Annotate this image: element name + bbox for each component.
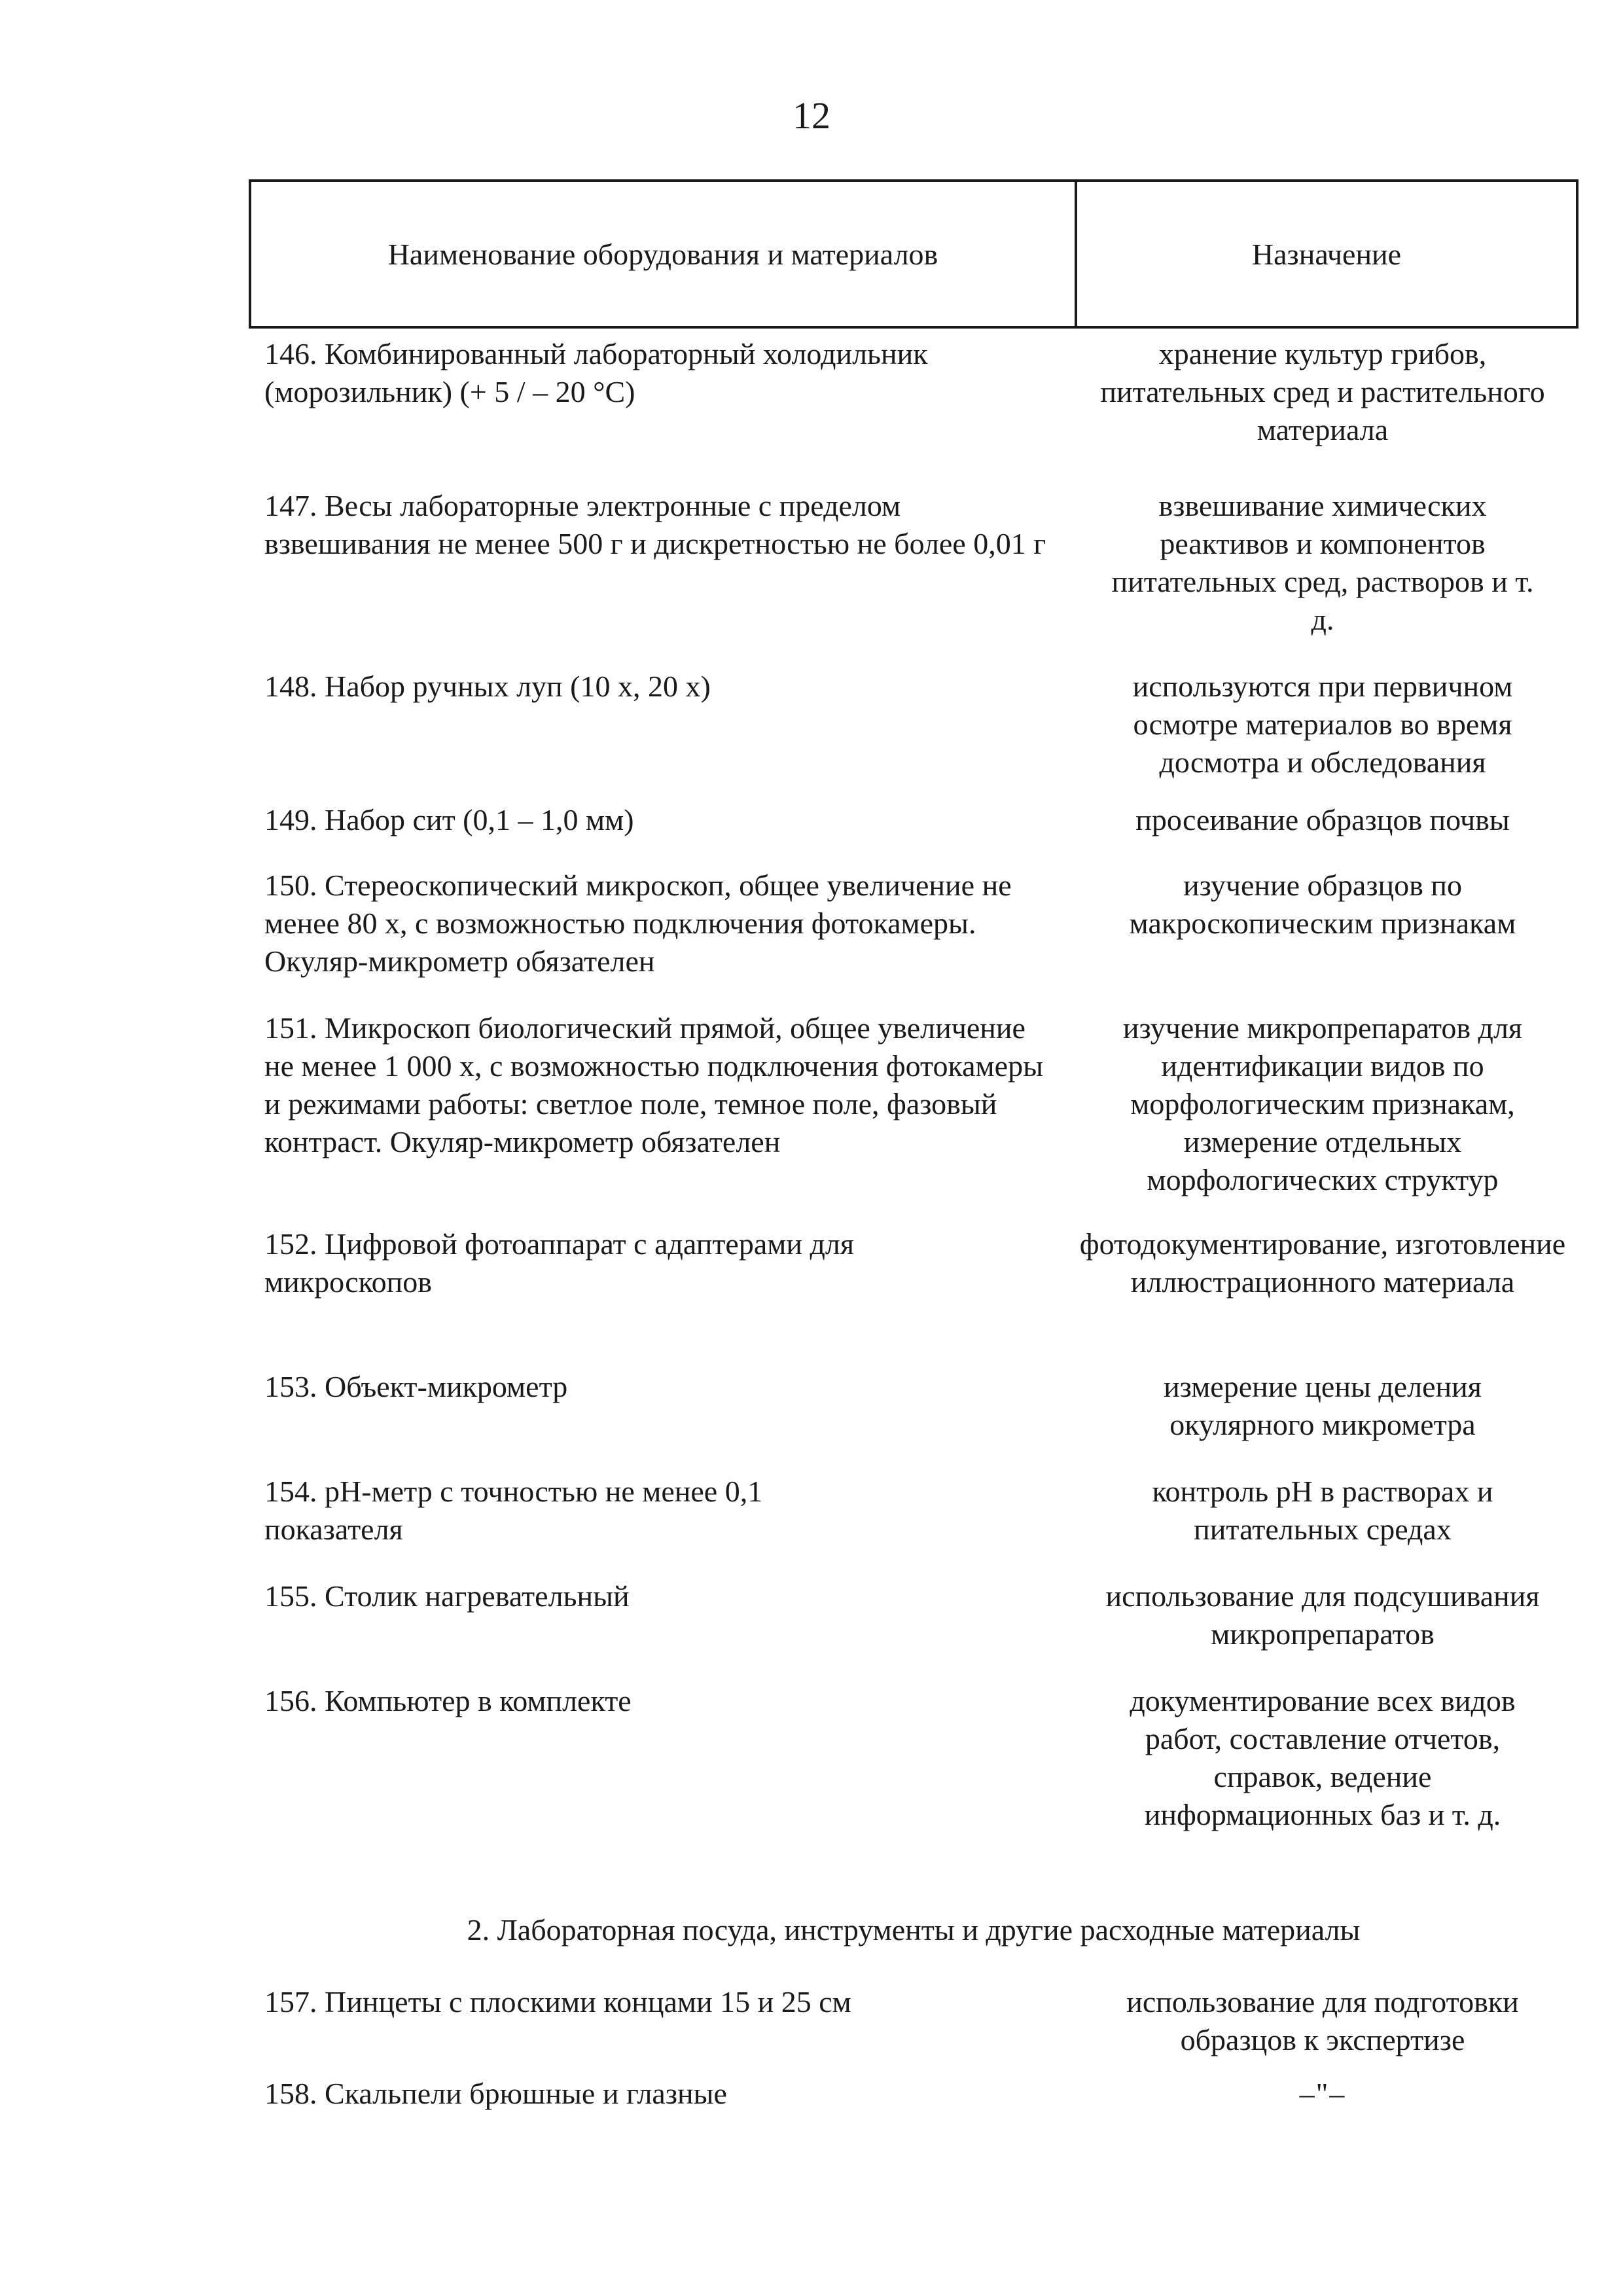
equipment-name: 157. Пинцеты с плоскими концами 15 и 25 см xyxy=(264,1985,851,2018)
equipment-name: 149. Набор сит (0,1 – 1,0 мм) xyxy=(264,803,634,836)
equipment-purpose: хранение культур грибов, питательных сред и растительного материала xyxy=(1100,337,1545,446)
section-title: 2. Лабораторная посуда, инструменты и другие расходные материалы xyxy=(467,1913,1361,1946)
equipment-purpose: использование для подсушивания микропрепаратов xyxy=(1105,1579,1540,1651)
equipment-name: 155. Столик нагревательный xyxy=(264,1579,630,1613)
table-header xyxy=(249,179,1578,329)
equipment-purpose: измерение цены деления окулярного микрометра xyxy=(1164,1370,1482,1441)
equipment-name: 148. Набор ручных луп (10 х, 20 х) xyxy=(264,670,711,703)
equipment-name: 154. рН-метр с точностью не менее 0,1 показателя xyxy=(264,1475,763,1546)
equipment-purpose: просеивание образцов почвы xyxy=(1135,803,1510,836)
header-equipment-name: Наименование оборудования и материалов xyxy=(251,182,1077,326)
equipment-name: 147. Весы лабораторные электронные с пределом взвешивания не менее 500 г и дискретностью не более 0,01 г xyxy=(264,489,1046,560)
equipment-purpose: взвешивание химических реактивов и компонентов питательных сред, растворов и т. д. xyxy=(1111,489,1534,636)
equipment-purpose: изучение образцов по макроскопическим признакам xyxy=(1129,869,1516,940)
equipment-name: 158. Скальпели брюшные и глазные xyxy=(264,2077,727,2110)
equipment-purpose: использование для подготовки образцов к экспертизе xyxy=(1126,1985,1519,2056)
header-purpose: Назначение xyxy=(1251,237,1402,271)
table-row-153 xyxy=(264,1368,1581,1473)
ditto-mark: –"– xyxy=(1299,2077,1346,2110)
table-row-157 xyxy=(264,1983,1581,2075)
page-number: 12 xyxy=(793,94,830,137)
consumables-list xyxy=(264,1983,1581,2127)
table-row-148 xyxy=(264,668,1581,801)
equipment-purpose: контроль рН в растворах и питательных средах xyxy=(1152,1475,1493,1546)
table-row-156 xyxy=(264,1682,1581,1846)
equipment-purpose: документирование всех видов работ, составление отчетов, справок, ведение информационных баз и т. д. xyxy=(1130,1684,1516,1831)
table-row-151 xyxy=(264,1009,1581,1225)
table-row-147 xyxy=(264,487,1581,668)
equipment-name: 151. Микроскоп биологический прямой, общее увеличение не менее 1 000 х, с возможностью подключения фотокамеры и режимами работы: светлое поле, темное поле, фазовый контраст. Окуляр-микрометр обязателен xyxy=(264,1011,1043,1158)
equipment-name: 152. Цифровой фотоаппарат с адаптерами для микроскопов xyxy=(264,1227,854,1299)
equipment-list xyxy=(264,335,1581,1846)
equipment-purpose: изучение микропрепаратов для идентификации видов по морфологическим признакам, измерение отдельных морфологических структур xyxy=(1122,1011,1523,1196)
table-row-155 xyxy=(264,1577,1581,1682)
equipment-purpose: используются при первичном осмотре материалов во время досмотра и обследования xyxy=(1132,670,1513,779)
equipment-name: 156. Компьютер в комплекте xyxy=(264,1684,632,1717)
equipment-name: 150. Стереоскопический микроскоп, общее увеличение не менее 80 х, с возможностью подключения фотокамеры. Окуляр-микрометр обязателен xyxy=(264,869,1012,978)
table-row-150 xyxy=(264,867,1581,1009)
equipment-name: 153. Объект-микрометр xyxy=(264,1370,568,1403)
table-row-152 xyxy=(264,1225,1581,1368)
table-row-158 xyxy=(264,2075,1581,2127)
table-row-149 xyxy=(264,801,1581,867)
table-row-146 xyxy=(264,335,1581,487)
equipment-name: 146. Комбинированный лабораторный холодильник (морозильник) (+ 5 / – 20 °С) xyxy=(264,337,928,408)
table-row-154 xyxy=(264,1473,1581,1577)
equipment-purpose: фотодокументирование, изготовление иллюстрационного материала xyxy=(1079,1227,1566,1299)
